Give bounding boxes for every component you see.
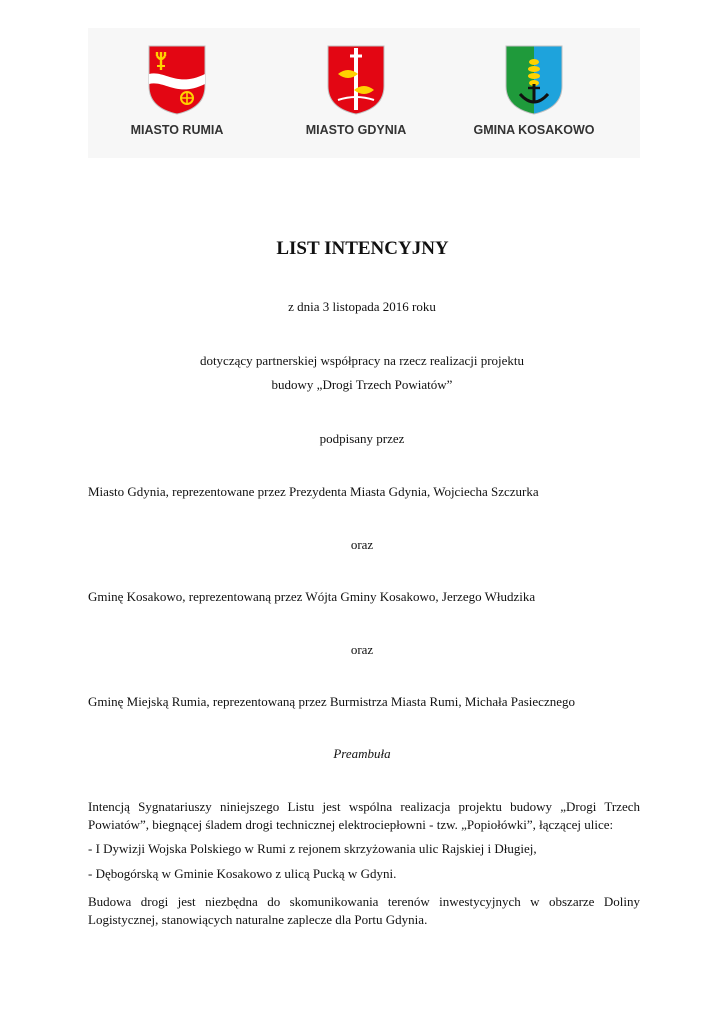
preamble-paragraph-1: Intencją Sygnatariuszy niniejszego Listu jest wspólna realizacja projektu budowy „Drogi Trzech Powiatów”, biegnącej śladem drogi technicznej elektrociepłowni - tzw. „Popiołówki”, łączącej ulice: bbox=[88, 799, 640, 832]
logo-label-gdynia: MIASTO GDYNIA bbox=[305, 123, 407, 137]
document-title: LIST INTENCYJNY bbox=[276, 238, 449, 259]
list-item: - I Dywizji Wojska Polskiego w Rumi z rejonem skrzyżowania ulic Rajskiej i Długiej, bbox=[88, 841, 537, 856]
conjunction-1: oraz bbox=[350, 537, 374, 552]
date-line: z dnia 3 listopada 2016 roku bbox=[288, 299, 436, 314]
preamble-paragraph-2: Budowa drogi jest niezbędna do skomunikowania terenów inwestycyjnych w obszarze Doliny Logistycznej, stanowiących naturalne zaplecze dla Portu Gdynia. bbox=[88, 894, 640, 927]
logo-label-rumia: MIASTO RUMIA bbox=[130, 123, 224, 137]
list-item: - Dębogórską w Gminie Kosakowo z ulicą Pucką w Gdyni. bbox=[88, 866, 397, 881]
gdynia-crest-icon bbox=[326, 44, 386, 116]
subject-line-2: budowy „Drogi Trzech Powiatów” bbox=[271, 377, 453, 392]
signed-by-line: podpisany przez bbox=[319, 431, 405, 446]
preamble-heading: Preambuła bbox=[333, 746, 391, 761]
party-gdynia: Miasto Gdynia, reprezentowane przez Prezydenta Miasta Gdynia, Wojciecha Szczurka bbox=[88, 484, 539, 499]
subject-line-1: dotyczący partnerskiej współpracy na rzecz realizacji projektu bbox=[199, 353, 525, 368]
kosakowo-crest-icon bbox=[504, 44, 564, 116]
party-kosakowo: Gminę Kosakowo, reprezentowaną przez Wójta Gminy Kosakowo, Jerzego Włudzika bbox=[88, 589, 536, 604]
rumia-crest-icon bbox=[147, 44, 207, 116]
party-rumia: Gminę Miejską Rumia, reprezentowaną przez Burmistrza Miasta Rumi, Michała Pasiecznego bbox=[88, 694, 575, 709]
conjunction-2: oraz bbox=[350, 642, 374, 657]
logo-header bbox=[88, 28, 640, 158]
logo-label-kosakowo: GMINA KOSAKOWO bbox=[473, 123, 595, 137]
